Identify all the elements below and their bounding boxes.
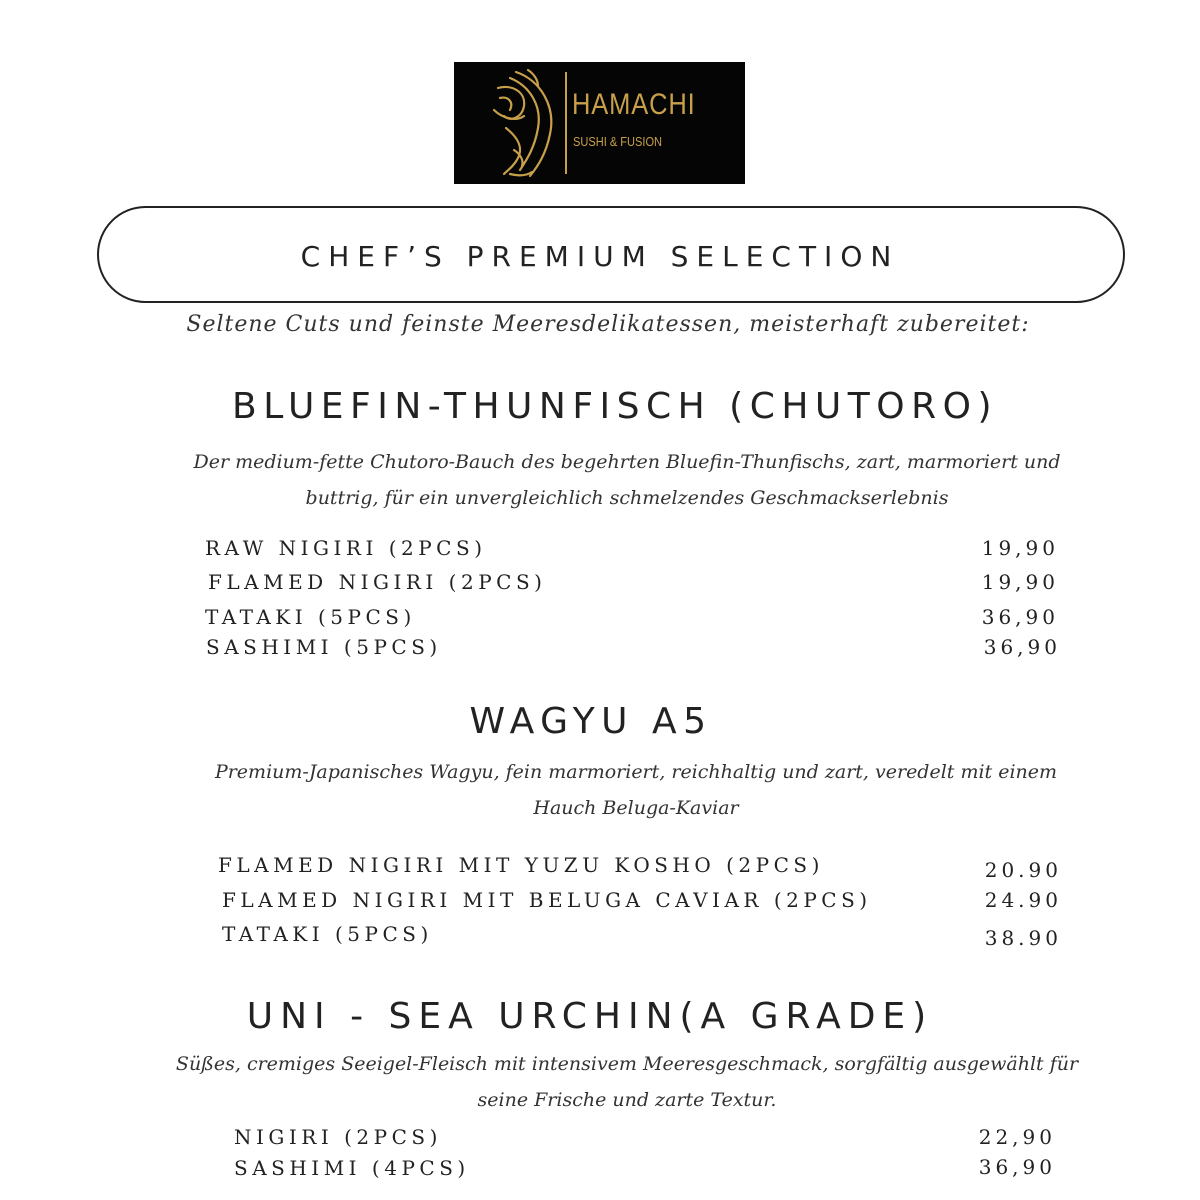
- menu-item-price: 22,90: [978, 1125, 1056, 1149]
- logo-wordmark: HAMACHI: [572, 88, 696, 121]
- menu-item-price: 36,90: [983, 635, 1061, 659]
- description-line: seine Frische und zarte Textur.: [477, 1089, 777, 1111]
- menu-item-price: 19,90: [981, 536, 1059, 560]
- menu-item-name: TATAKI (5PCS): [222, 922, 433, 946]
- page-title: CHEF’S PREMIUM SELECTION: [300, 240, 900, 273]
- menu-item-name: SASHIMI (4PCS): [234, 1156, 470, 1180]
- fish-emblem-icon: [454, 62, 745, 184]
- section-description-bluefin: [0, 444, 1200, 516]
- menu-item-name: TATAKI (5PCS): [205, 605, 416, 629]
- menu-item-name: FLAMED NIGIRI MIT YUZU KOSHO (2PCS): [218, 853, 824, 877]
- menu-item-name: NIGIRI (2PCS): [234, 1125, 442, 1149]
- menu-item-name: FLAMED NIGIRI MIT BELUGA CAVIAR (2PCS): [222, 888, 872, 912]
- menu-item-price: 24.90: [984, 888, 1062, 912]
- section-description-wagyu: [0, 754, 1200, 826]
- section-title-uni: UNI - SEA URCHIN(A GRADE): [246, 996, 934, 1037]
- section-title-bluefin: BLUEFIN-THUNFISCH (CHUTORO): [232, 386, 998, 427]
- description-line: buttrig, für ein unvergleichlich schmelzendes Geschmackserlebnis: [305, 487, 949, 509]
- menu-item-name: FLAMED NIGIRI (2PCS): [208, 570, 547, 594]
- menu-item-price: 38.90: [984, 926, 1062, 950]
- menu-item-price: 19,90: [981, 570, 1059, 594]
- intro-text: Seltene Cuts und feinste Meeresdelikatessen, meisterhaft zubereitet:: [186, 312, 1030, 337]
- menu-item-price: 36,90: [978, 1155, 1056, 1179]
- section-description-uni: [0, 1046, 1200, 1118]
- description-line: Hauch Beluga-Kaviar: [533, 797, 739, 819]
- menu-item-price: 20.90: [984, 858, 1062, 882]
- description-line: Der medium-fette Chutoro-Bauch des begehrten Bluefin-Thunfischs, zart, marmoriert und: [193, 451, 1061, 473]
- menu-item-price: 36,90: [981, 605, 1059, 629]
- description-line: Süßes, cremiges Seeigel-Fleisch mit intensivem Meeresgeschmack, sorgfältig ausgewählt für: [175, 1053, 1079, 1075]
- restaurant-logo: [454, 62, 745, 184]
- description-line: Premium-Japanisches Wagyu, fein marmoriert, reichhaltig und zart, veredelt mit einem: [214, 761, 1058, 783]
- logo-tagline: SUSHI & FUSION: [573, 134, 663, 149]
- section-title-wagyu: WAGYU A5: [469, 701, 713, 742]
- menu-item-name: RAW NIGIRI (2PCS): [205, 536, 487, 560]
- menu-item-name: SASHIMI (5PCS): [206, 635, 442, 659]
